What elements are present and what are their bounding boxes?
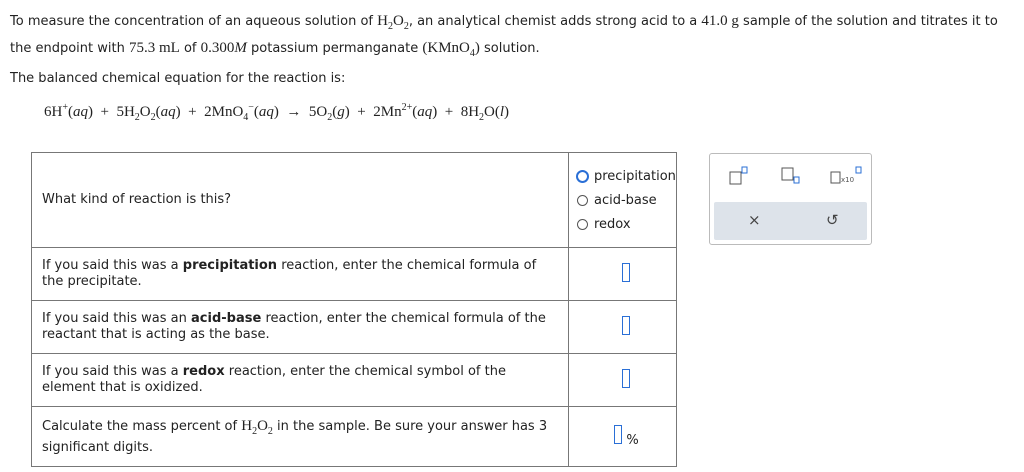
question-base: If you said this was an acid-base reaction, enter the chemical formula of the reactant that is acting as the base. xyxy=(32,301,569,354)
kmno4-formula: (KMnO$_4$) xyxy=(422,40,480,59)
question-oxidized: If you said this was a redox reaction, enter the chemical symbol of the element that is oxidized. xyxy=(32,354,569,407)
superscript-icon[interactable] xyxy=(728,166,748,186)
reaction-type-options xyxy=(569,153,677,248)
radio-precipitation[interactable] xyxy=(576,170,589,183)
option-precipitation[interactable]: precipitation xyxy=(577,164,676,188)
toolbar-actions xyxy=(714,202,867,240)
undo-icon[interactable]: ↺ xyxy=(826,211,839,229)
question-table xyxy=(31,152,677,467)
clear-icon[interactable]: × xyxy=(748,211,761,229)
balanced-equation: $6H^+(aq) + 5H_2O_2(aq) + 2MnO_4^-(aq) \to 5O_2(g) + 2Mn^{2+}(aq) + 8H_2O(l)$ xyxy=(44,102,510,123)
svg-text:x10: x10 xyxy=(841,176,855,184)
mass-percent-input[interactable] xyxy=(614,425,622,444)
base-input[interactable] xyxy=(622,316,630,335)
radio-redox[interactable] xyxy=(577,219,588,230)
percent-sign: % xyxy=(626,433,639,448)
radio-acid-base[interactable] xyxy=(577,195,588,206)
precipitate-input[interactable] xyxy=(622,263,630,282)
scientific-notation-icon[interactable] xyxy=(830,166,866,186)
oxidized-element-input[interactable] xyxy=(622,369,630,388)
h2o2-formula: $H_2O_2$ xyxy=(377,13,409,32)
option-acid-base[interactable]: acid-base xyxy=(577,188,676,212)
question-mass-percent: Calculate the mass percent of $H_2O_2$ in the sample. Be sure your answer has 3 significant digits. xyxy=(32,407,569,467)
subscript-icon[interactable] xyxy=(780,166,802,186)
equation-label: The balanced chemical equation for the reaction is: xyxy=(10,71,346,86)
formula-toolbar xyxy=(709,153,872,245)
option-redox[interactable]: redox xyxy=(577,212,676,236)
question-precipitate: If you said this was a precipitation reaction, enter the chemical formula of the precipitate. xyxy=(32,248,569,301)
problem-statement: To measure the concentration of an aqueous solution of $H_2O_2$, an analytical chemist adds strong acid to a 41.0 g sample of the solution and titrates it to the endpoint with 75.3 mL of 0.300M potassium permanganate (KMnO$_4$) solution. xyxy=(10,13,998,59)
question-reaction-type: What kind of reaction is this? xyxy=(32,153,569,248)
